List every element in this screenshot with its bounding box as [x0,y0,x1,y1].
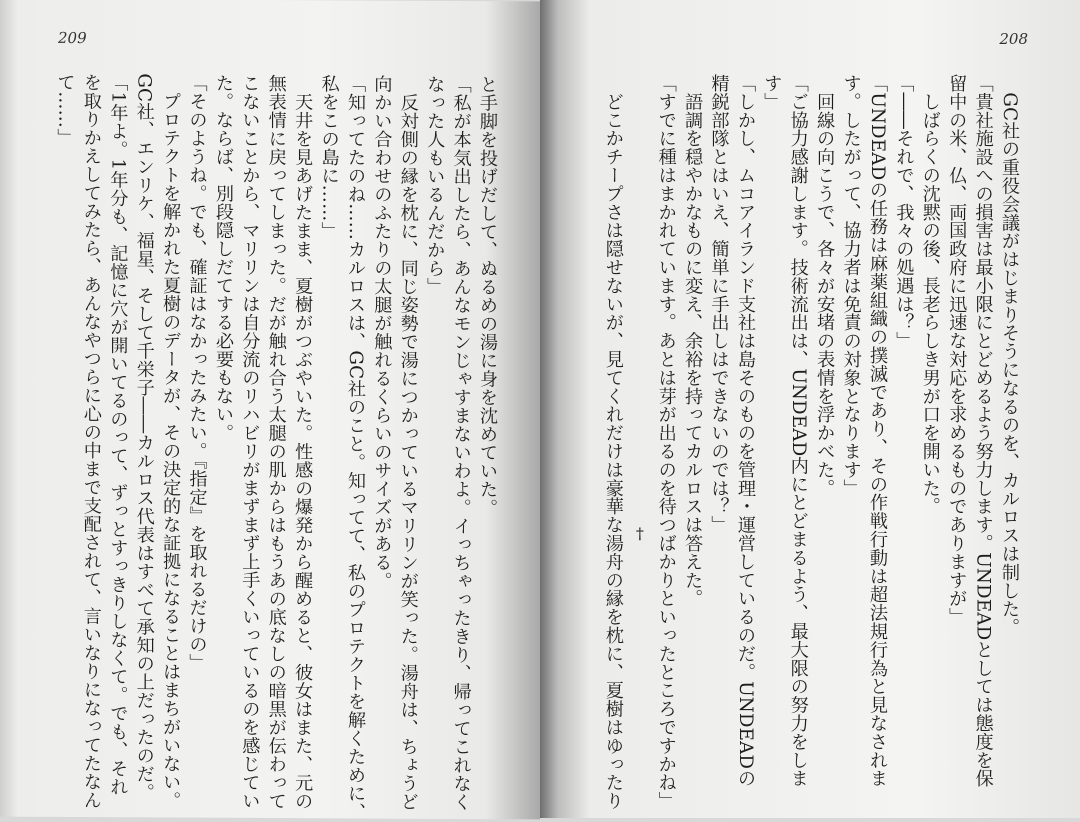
text-line: 「しかし、ムコアイランド支社は島そのものを管理・運営しているのだ。UNDEADの [734,74,756,788]
text-line: 「知ってたのね……カルロスは、GC社のこと。知ってて、私のプロテクトを解くために、 [344,74,366,821]
text-line: 向かい合わせのふたりの太腿が触れるくらいのサイズがある。 [371,74,393,590]
text-line: どこかチープさは隠せないが、見てくれだけは豪華な湯舟の縁を枕に、夏樹はゆったり [602,74,624,810]
text-line: なった人もいるんだから」 [424,74,446,296]
left-page [0,0,540,819]
text-line: す」 [761,74,783,111]
text-line: こないことから、マリリンは自分流のリハビリがまずまず上手くいっているのを感じてい [239,73,261,810]
text-line: 語調を穏やかなものに変え、余裕を持ってカルロスは答えた。 [682,74,704,608]
text-line: 「――それで、我々の処遇は？」 [893,74,915,350]
text-line: 回線の向こうで、各々が安堵の表情を浮かべた。 [814,74,836,498]
section-break-mark: † [630,524,650,544]
right-page [540,0,1080,818]
text-line: 「私が本気出したら、あんなモンじゃすまないわよ。イっちゃったきり、帰ってこれなく [450,74,472,812]
text-line: 天井を見あげたまま、夏樹がつぶやいた。性感の爆発から醒めると、彼女はまた、元の [292,74,314,811]
text-line: プロテクトを解かれた夏樹のデータが、その決定的な証拠になることはまちがいない。 [160,73,182,810]
text-line: 「UNDEADの任務は麻薬組織の撲滅であり、その作戦行動は超法規行為と見なされま [866,74,888,788]
text-line: 「ご協力感謝します。技術流出は、UNDEAD内にとどまるよう、最大限の努力をしま [787,74,809,788]
text-line: て……」 [54,72,76,147]
text-line: 「そのようね。でも、確証はなかったみたい。『指定』を取れるだけの」 [186,73,208,672]
text-line: す。したがって、協力者は免責の対象となります」 [840,74,862,498]
body-text [40,72,500,821]
text-line: 「すでに種はまかれています。あとは芽が出るのを待つばかりといったところですかね」 [655,74,677,810]
text-line: 「貴社施設への損害は最小限にとどめるよう努力します。UNDEADとしては態度を保 [972,74,994,788]
body-text [592,74,1022,810]
text-line: GC社、エンリケ、福星、そして千栄子――カルロス代表はすべて承知の上だったのだ。 [133,73,155,802]
text-line: 反対側の縁を枕に、同じ姿勢で湯につかっているマリリンが笑った。湯舟は、ちょうど [397,74,419,811]
text-line: しばらくの沈黙の後、長老らしき男が口を開いた。 [919,74,941,516]
text-line: 私をこの島に……」 [318,74,340,240]
text-line: 留中の米、仏、両国政府に迅速な対応を求めるものでありますが」 [946,74,968,626]
text-line: 無表情に戻ってしまった。だが触れ合う太腿の肌からはもうあの底なしの暗黒が伝わって [265,73,287,811]
page-number: 208 [999,30,1028,48]
text-line: 精鋭部隊とはいえ、簡単に手出しはできないのでは？」 [708,74,730,534]
text-line: 「1年よ。1年分も、記憶に穴が開いてるのって、ずっとすっきりしなくて。でも、それ [107,73,129,797]
text-line: GC社の重役会議がはじまりそうになるのを、カルロスは制した。 [999,74,1020,637]
page-number: 209 [58,28,87,48]
text-line: と手脚を投げだして、ぬるめの湯に身を沈めていた。 [477,75,498,517]
text-line: た。ならば、別段隠しだてする必要もない。 [212,73,234,442]
text-line: を取りかえしてみたら、あんなやつらに心の中まで支配されて、言いなりになってたなん [80,73,102,810]
